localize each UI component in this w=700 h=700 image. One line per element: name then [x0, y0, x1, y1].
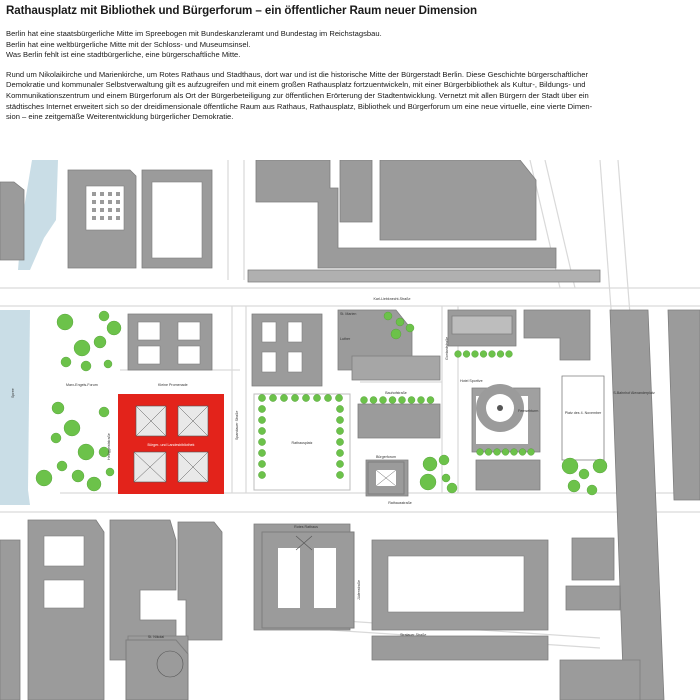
tree [336, 438, 343, 445]
intro-paragraph-line-4: städtisches Internet erweitert sich so der dreidimensionale öffentliche Raum aus Rathaus, Rathausplatz, Bibliothek und Bürgerforum um eine neue virtuelle, eine vierte Dimen- [6, 101, 593, 111]
label-rotes-rathaus: Rotes Rathaus [294, 525, 318, 529]
label-fernsehturm: Fernsehturm [518, 409, 539, 413]
tree [489, 351, 496, 358]
tree [258, 427, 265, 434]
label-platz-november: Platz des 4. November [564, 411, 602, 415]
label-st-nikolai: St. Nikolai [147, 635, 165, 639]
tree [258, 405, 265, 412]
tree [477, 449, 484, 456]
tree [485, 449, 492, 456]
tree [291, 394, 298, 401]
tree [427, 397, 434, 404]
tree [258, 416, 265, 423]
tree [511, 449, 518, 456]
tree [480, 351, 487, 358]
tree [455, 351, 462, 358]
label-hotel: Hotel Sportive [460, 379, 483, 383]
intro-line-1: Berlin hat eine staatsbürgerliche Mitte im Spreebogen mit Bundeskanzleramt und Bundestag im Reichstagsbau. [6, 29, 382, 38]
tree [258, 449, 265, 456]
label-bahnhof: S-Bahnhof Alexanderplatz [613, 391, 655, 395]
tree [336, 416, 343, 423]
tree [361, 397, 368, 404]
label-heiliggeiststrasse: Heiliggeiststraße [107, 433, 111, 460]
tree [336, 471, 343, 478]
fernsehturm-base [476, 384, 524, 432]
tree [258, 460, 265, 467]
tree [389, 397, 396, 404]
tree [494, 449, 501, 456]
tree [336, 460, 343, 467]
label-spree: Spree [11, 388, 15, 398]
tree [502, 449, 509, 456]
tree [258, 438, 265, 445]
tree [335, 394, 342, 401]
label-rathausstrasse: Rathausstraße [388, 501, 412, 505]
label-gontardstrasse: Gontardstraße [445, 336, 449, 360]
tree [280, 394, 287, 401]
tree [418, 397, 425, 404]
tree [336, 427, 343, 434]
tree [336, 405, 343, 412]
tree [472, 351, 479, 358]
intro-line-2: Berlin hat eine weltbürgerliche Mitte mit der Schloss- und Museumsinsel. [6, 39, 251, 49]
tree [258, 471, 265, 478]
page-title: Rathausplatz mit Bibliothek und Bürgerforum – ein öffentlicher Raum neuer Dimension [6, 4, 477, 17]
label-karl-liebknecht: Karl-Liebknecht-Straße [373, 297, 411, 301]
tree [336, 449, 343, 456]
label-bauhofstrasse: Bauhofstraße [385, 391, 407, 395]
st-nikolai-church [126, 640, 188, 700]
intro-line-3: Was Berlin fehlt ist eine stadtbürgerliche, eine bürgerschaftliche Mitte. [6, 50, 241, 60]
label-kleine-promenade: Kleine Promenade [158, 383, 188, 387]
tree [506, 351, 513, 358]
label-spandauer-strasse: Spandauer Straße [235, 410, 239, 440]
tree [370, 397, 377, 404]
buergerforum-building [368, 462, 404, 494]
tree [302, 394, 309, 401]
rotes-rathaus-building [262, 532, 354, 628]
tree [408, 397, 415, 404]
site-plan [0, 160, 700, 700]
tree [380, 397, 387, 404]
label-rathausplatz: Rathausplatz [291, 441, 313, 445]
label-st-marien: St. Marien [340, 312, 357, 316]
label-marx-engels-forum: Marx-Engels-Forum [66, 383, 98, 387]
tree [269, 394, 276, 401]
label-buergerforum: Bürgerforum [376, 455, 396, 459]
intro-paragraph-line-1: Rund um Nikolaikirche und Marienkirche, um Rotes Rathaus und Stadthaus, dort war und ist die historische Mitte der Bürgerstadt Berlin. Diese Geschichte bürgerschaftlicher [6, 69, 589, 79]
label-luther: Luther [340, 337, 351, 341]
tree [463, 351, 470, 358]
label-stralauer: Stralauer Straße [400, 633, 427, 637]
intro-paragraph-line-2: Demokratie und kommunaler Selbstverwaltung gilt es aufzugreifen und mit einem großen Rathausplatz fortzuentwickeln, mit einer Bürgerbibliothek als Kultur-, Bildungs- und [6, 80, 586, 90]
tree [519, 449, 526, 456]
intro-paragraph-line-5: sion – eine zeitgemäße Weiterentwicklung bürgerlicher Demokratie. [6, 112, 234, 122]
tree [399, 397, 406, 404]
label-bibliothek: Bürger- und Landesbibliothek [147, 443, 195, 447]
tree [497, 351, 504, 358]
tree [258, 394, 265, 401]
tree [528, 449, 535, 456]
tree [313, 394, 320, 401]
tree [324, 394, 331, 401]
label-judenstrasse: Jüdenstraße [357, 580, 361, 600]
intro-text [6, 29, 696, 123]
intro-paragraph-line-3: Kommunikationszentrum und einem Bürgerforum als Ort der Bürgerbeteiligung zur öffentlichen Erörterung der Stadtentwicklung. Vernetzt mit allen Bürgern der Stadt über ein [6, 90, 589, 100]
